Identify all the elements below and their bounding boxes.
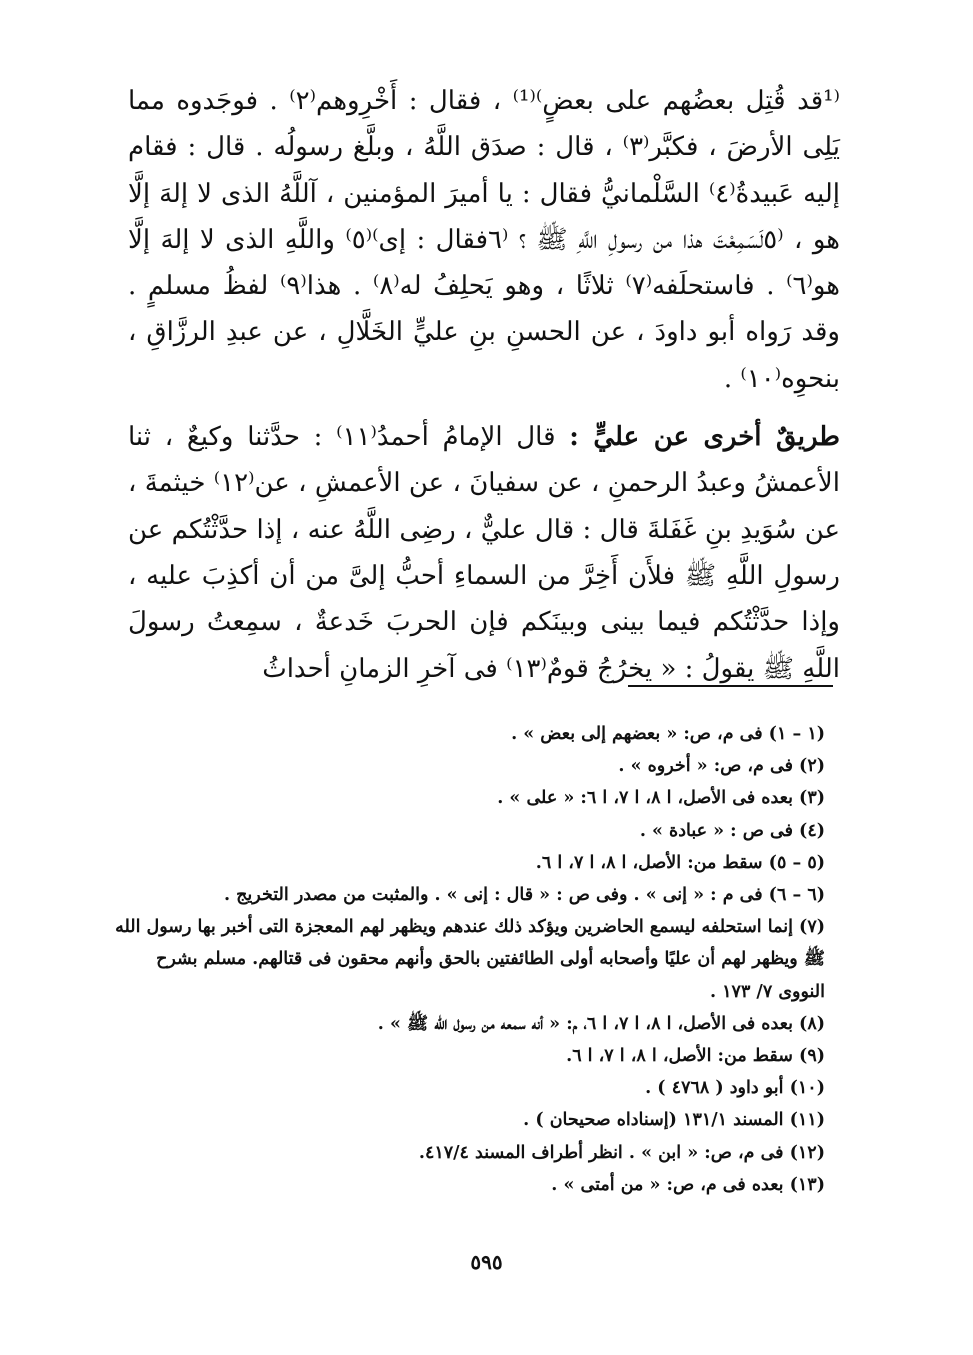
footnote: (٦ – ٦) فى م : « إنى » . وفى ص : « قال : إنى » . والمثبت من مصدر التخريج . [223, 885, 825, 906]
footnote: (٥ – ٥) سقط من: الأصل، ا ٨، ا ٧، ا ٦. [535, 852, 825, 873]
page-number: ٥٩٥ [470, 1250, 503, 1274]
footnote: (٣) بعده فى الأصل، ا ٨، ا ٧، ا ٦: « على » . [497, 788, 825, 809]
footnote: (٩) سقط من: الأصل، ا ٨، ا ٧، ا ٦. [566, 1046, 825, 1067]
footnote: (١ – ١) فى م، ص: « بعضهم إلى بعض » . [511, 724, 825, 744]
footnote: (١٣) بعده فى م، ص: « من أمتى » . [551, 1174, 825, 1195]
footnote: (٢) فى م، ص: « أخروه » . [618, 756, 825, 777]
footnote: (١٢) فى م، ص: « ابن » . انظر أطراف المسند ٤١٧/٤. [418, 1142, 825, 1163]
paragraph-2 [128, 414, 840, 692]
section-heading: طريقٌ أخرى عن عليٍّ : [569, 422, 840, 453]
footnotes [110, 718, 825, 1201]
footnote-separator [628, 685, 833, 687]
main-text [128, 78, 840, 692]
footnote: (٤) فى ص : « عبادة » . [639, 820, 825, 841]
footnote: (٨) بعده فى الأصل، ا ٨، ا ٧، ا ٦، م: « أنه سمعه من رسول الله ﷺ » . [377, 1013, 825, 1034]
paragraph-2-body: قال الإمامُ أحمدُ⁽١١⁾ : حدَّثنا وكيعٌ ، ثنا الأعمشُ وعبدُ الرحمنِ ، عن سفيانَ ، عن الأعمشِ ، عن⁽١٢⁾ خيثمةَ ، عن سُوَيدِ بنِ غَفَلةَ قال : قال عليٌّ ، رضِى اللَّهُ عنه ، إذا حدَّثْتُكم عن رسولِ اللَّهِ ﷺ فلأَن أَخِرَّ من السماءِ أحبُّ إلىَّ من أن أكذِبَ عليه ، وإذا حدَّثْتُكم فيما بينى وبينَكم فإن الحربَ خَدعةٌ ، سمِعتُ رسولَ اللَّهِ ﷺ يقولُ : « يخرُجُ قومٌ⁽١٣⁾ فى آخرِ الزمانِ أحداثُ [128, 422, 840, 684]
footnote: (٧) إنما استحلفه ليسمع الحاضرين ويؤكد ذلك عندهم ويظهر لهم المعجزة التى أخبر بها رسول الله ﷺ ويظهر لهم أن عليًا وأصحابه أولى الطائفتين بالحق وأنهم محقون فى قتالهم. مسلم بشرح النووى ٧/ ١٧٣ . [115, 917, 825, 1002]
paragraph-1: ⁽¹قد قُتِل بعضُهم على بعضٍ⁾⁽¹⁾ ، فقال : أَخْرِوهم⁽٢⁾ . فوجَدوه مما يَلِى الأرضَ ، فكبَّر⁽٣⁾ ، قال : صدَق اللَّهُ ، وبلَّغ رسولُه . قال : فقام إليه عَبيدةُ⁽٤⁾ السَّلْمانيُّ فقال : يا أميرَ المؤمنين ، آللَّهُ الذى لا إلهَ إلَّا هو ، ⁽٥لَسَمِعْتَ هذا من رسولِ اللَّهِ ﷺ ؟ ⁽٦فقال : إى⁾⁽٥⁾ واللَّهِ الذى لا إلهَ إلَّا هو⁽٦⁾ . فاستحلَفه⁽٧⁾ ثلاثًا ، وهو يَحلِفُ له⁽٨⁾ . هذا⁽٩⁾ لفظُ مسلمٍ . وقد رَواه أبو داودَ ، عن الحسنِ بنِ عليٍّ الخَلَّالِ ، عن عبدِ الرزَّاقِ ، بنحوِه⁽١٠⁾ . [128, 86, 841, 394]
footnote: (١٠) أبو داود ( ٤٧٦٨ ) . [645, 1078, 825, 1099]
footnote: (١١) المسند ١٣١/١ (إسناداه صحيحان ) . [523, 1110, 825, 1131]
